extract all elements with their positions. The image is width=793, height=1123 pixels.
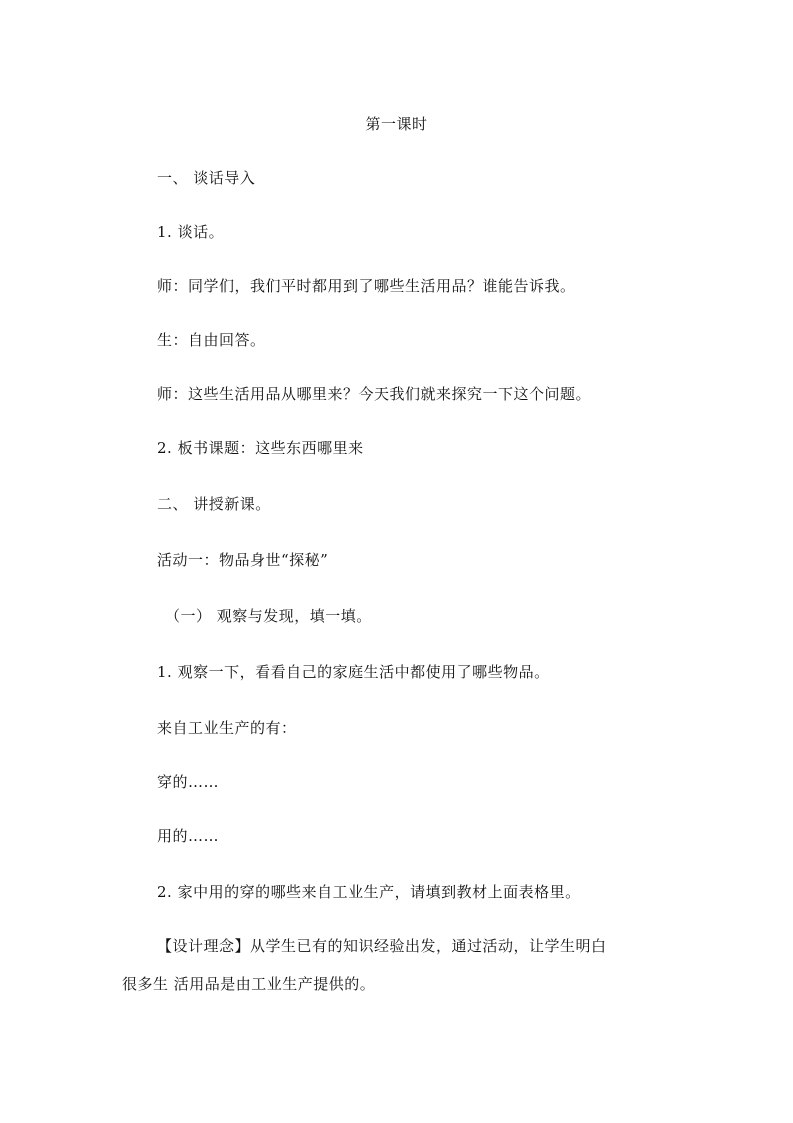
design-note: 【设计理念】从学生已有的知识经验出发，通过活动，让学生明白 bbox=[157, 937, 607, 955]
page-title: 第一课时 bbox=[365, 115, 428, 133]
paragraph: 师：这些生活用品从哪里来？今天我们就来探究一下这个问题。 bbox=[157, 385, 592, 403]
design-note-continuation: 很多生 活用品是由工业生产提供的。 bbox=[122, 975, 376, 993]
paragraph: 生：自由回答。 bbox=[157, 331, 266, 349]
paragraph: 2. 家中用的穿的哪些来自工业生产，请填到教材上面表格里。 bbox=[157, 883, 581, 901]
paragraph: 来自工业生产的有： bbox=[157, 719, 297, 737]
paragraph: 活动一：物品身世“探秘” bbox=[157, 551, 329, 569]
section-heading: 二、 讲授新课。 bbox=[157, 495, 271, 513]
paragraph: 1. 谈话。 bbox=[157, 223, 225, 241]
section-heading: 一、 谈话导入 bbox=[157, 169, 256, 187]
paragraph: 2. 板书课题：这些东西哪里来 bbox=[157, 439, 364, 457]
paragraph: 穿的…… bbox=[157, 773, 220, 791]
paragraph: 用的…… bbox=[157, 827, 220, 845]
paragraph: 师：同学们，我们平时都用到了哪些生活用品？谁能告诉我。 bbox=[157, 277, 576, 295]
subsection-heading: （一） 观察与发现，填一填。 bbox=[165, 607, 372, 625]
paragraph: 1. 观察一下，看看自己的家庭生活中都使用了哪些物品。 bbox=[157, 663, 550, 681]
